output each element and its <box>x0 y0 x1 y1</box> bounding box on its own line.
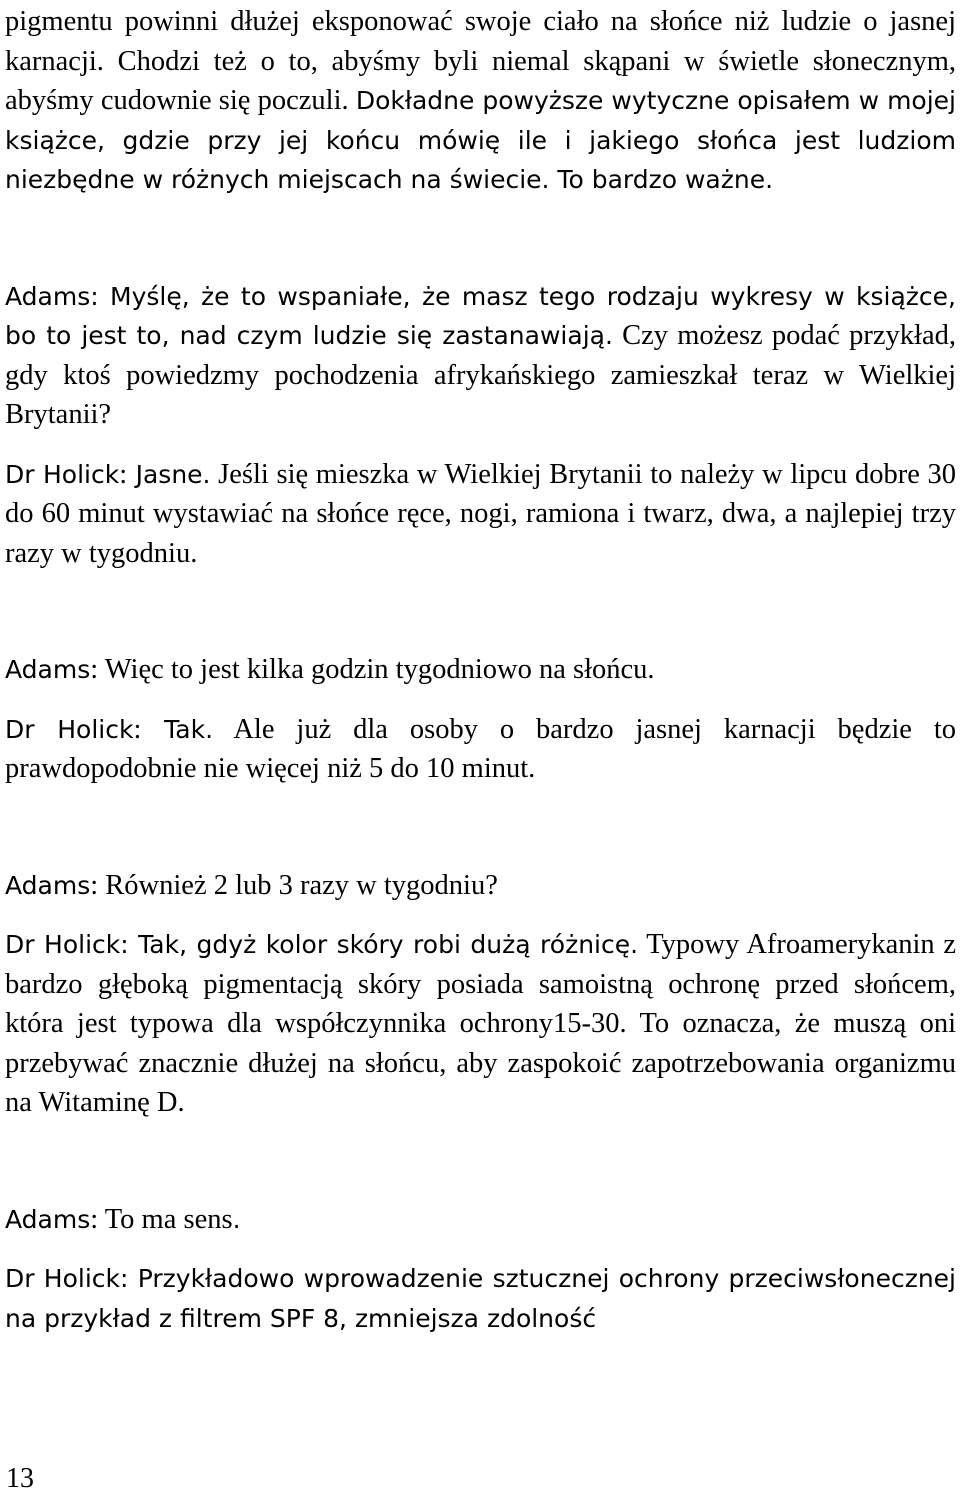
speaker-label: Adams <box>5 870 91 900</box>
speaker-label: Dr Holick <box>5 1264 121 1293</box>
paragraph-adams-question <box>5 1200 956 1240</box>
speaker-separator: : <box>90 654 99 685</box>
paragraph-text-serif: pigmentu powinni dłużej eksponować swoje ciało na słońce niż ludzie o jasnej karnacji. Chodzi też o to, abyśmy byli niemal skąpani w świetle słonecznym, abyśmy cudownie się poczuli. <box>5 6 956 116</box>
paragraph-text-sans: Tak. <box>141 714 214 744</box>
speaker-separator: : <box>119 458 128 490</box>
paragraph-text-sans: Myślę, że to wspaniałe, że masz tego rodzaju wykresy w książce, bo to jest to, nad czym ludzie się zastanawiają. <box>5 281 956 350</box>
speaker-label: Adams <box>5 281 91 311</box>
paragraph-adams-question <box>5 277 956 435</box>
speaker-separator: : <box>90 1203 99 1235</box>
paragraph-adams-question <box>5 866 956 906</box>
paragraph-holick-answer <box>5 710 956 789</box>
speaker-separator: : <box>120 1264 129 1293</box>
paragraph-text-serif: Ale już dla osoby o bardzo jasnej karnacji będzie to prawdopodobnie nie więcej niż 5 do 10 minut. <box>5 713 956 784</box>
paragraph-text-sans: Przykładowo wprowadzenie sztucznej ochrony przeciwsłonecznej na przykład z filtrem SPF 8, zmniejsza zdolność <box>5 1264 956 1333</box>
speaker-label: Adams <box>5 655 91 684</box>
speaker-separator: : <box>120 930 129 959</box>
paragraph-text-serif: To ma sens <box>98 1203 233 1235</box>
speaker-label: Adams <box>5 1204 91 1234</box>
speaker-label: Dr Holick <box>5 714 134 744</box>
paragraph-adams-question <box>5 650 956 690</box>
speaker-label: Dr Holick <box>5 459 120 489</box>
paragraph-text-sans: Dokładne powyższe wytyczne opisałem w mojej książce, gdzie przy jej końcu mówię ile i jakiego słońca jest ludziom niezbędne w różnych miejscach na świecie. To bardzo ważne. <box>5 86 956 194</box>
paragraph-text-sans: Jasne. <box>127 459 211 489</box>
paragraph-text-serif: Czy możesz podać przykład, gdy ktoś powiedzmy pochodzenia afrykańskiego zamieszkał teraz w Wielkiej Brytanii? <box>5 320 956 430</box>
paragraph-text-sans: Tak, gdyż kolor skóry robi dużą różnicę. <box>128 930 639 959</box>
paragraph-holick-answer <box>5 925 956 1123</box>
speaker-label: Dr Holick <box>5 930 121 959</box>
speaker-separator: : <box>90 281 99 311</box>
paragraph-text-serif: Jeśli się mieszka w Wielkiej Brytanii to należy w lipcu dobre 30 do 60 minut wystawiać na słońce ręce, nogi, ramiona i twarz, dwa, a najlepiej trzy razy w tygodniu. <box>5 458 956 569</box>
page-number: 13 <box>6 1463 34 1494</box>
paragraph-continuation <box>5 2 956 200</box>
paragraph-lead-sans <box>5 930 638 959</box>
paragraph-text-serif: Więc to jest kilka godzin tygodniowo na słońcu. <box>98 654 655 685</box>
paragraph-text-sans: . <box>232 1204 241 1234</box>
paragraph-text-serif: Również 2 lub 3 razy w tygodniu? <box>98 869 498 901</box>
speaker-separator: : <box>133 713 142 745</box>
speaker-separator: : <box>90 869 99 901</box>
paragraph-holick-answer <box>5 455 956 574</box>
paragraph-holick-answer <box>5 1259 956 1338</box>
paragraph-text-serif: Typowy Afroamerykanin z bardzo głęboką pigmentacją skóry posiada samoistną ochronę przed słońcem, która jest typowa dla współczynnika ochrony15-30. To oznacza, że muszą oni przebywać znacznie dłużej na słońcu, aby zaspokoić zapotrzebowania organizmu na Witaminę D. <box>5 929 956 1118</box>
